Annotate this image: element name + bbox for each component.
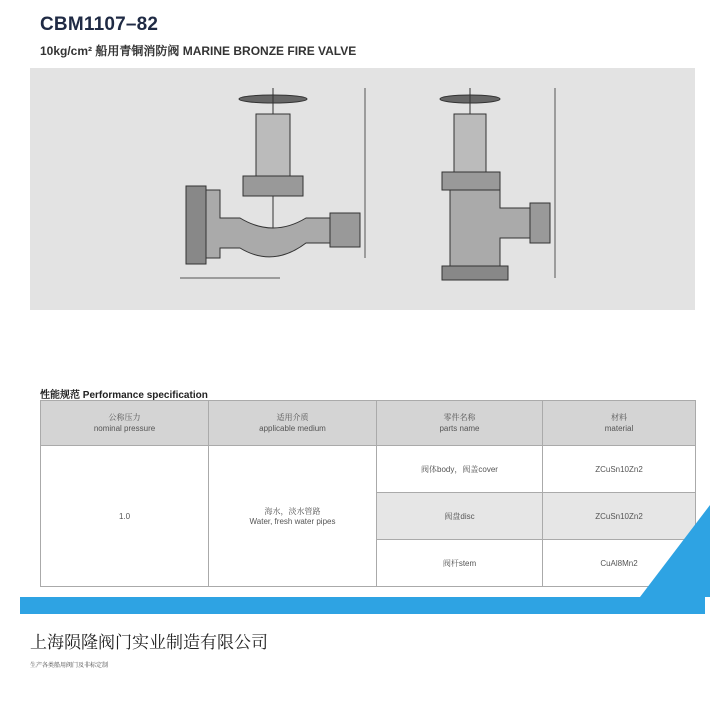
blue-band-decoration	[20, 597, 705, 614]
straight-valve-drawing	[180, 88, 365, 278]
part-cell: 阀体body，阀盖cover	[377, 446, 543, 493]
part-cell: 阀盘disc	[377, 493, 543, 540]
company-name: 上海陨隆阀门实业制造有限公司	[30, 633, 268, 652]
page-title: CBM1107–82	[40, 14, 159, 35]
col-header-en: material	[604, 424, 634, 433]
part-cell: 阀杆stem	[377, 540, 543, 587]
col-header-medium	[209, 401, 377, 446]
col-header-en: nominal pressure	[93, 424, 156, 433]
medium-cn: 海水，淡水管路	[264, 507, 321, 516]
medium-cell	[209, 446, 377, 587]
spec-heading: 性能规范 Performance specification	[40, 390, 208, 401]
valve-drawing	[30, 68, 695, 310]
col-header-en: parts name	[439, 424, 480, 433]
medium-en: Water, fresh water pipes	[249, 517, 336, 526]
material-cell: CuAl8Mn2	[543, 540, 696, 587]
col-header-cn: 材料	[611, 413, 627, 422]
material-cell: ZCuSn10Zn2	[543, 446, 696, 493]
spec-table	[40, 400, 696, 587]
col-header-parts	[377, 401, 543, 446]
angle-valve-drawing	[440, 88, 555, 280]
company-tagline: 生产各类船用阀门及非标定制	[30, 663, 109, 669]
page-subtitle: 10kg/cm² 船用青铜消防阀 MARINE BRONZE FIRE VALVE	[40, 44, 357, 58]
col-header-cn: 公称压力	[108, 413, 141, 422]
material-cell: ZCuSn10Zn2	[543, 493, 696, 540]
col-header-en: applicable medium	[259, 424, 326, 433]
table-row	[41, 446, 696, 493]
col-header-pressure	[41, 401, 209, 446]
col-header-material	[543, 401, 696, 446]
col-header-cn: 适用介质	[276, 413, 309, 422]
valve-drawing-svg	[30, 68, 695, 310]
col-header-cn: 零件名称	[443, 413, 476, 422]
pressure-cell: 1.0	[41, 446, 209, 587]
